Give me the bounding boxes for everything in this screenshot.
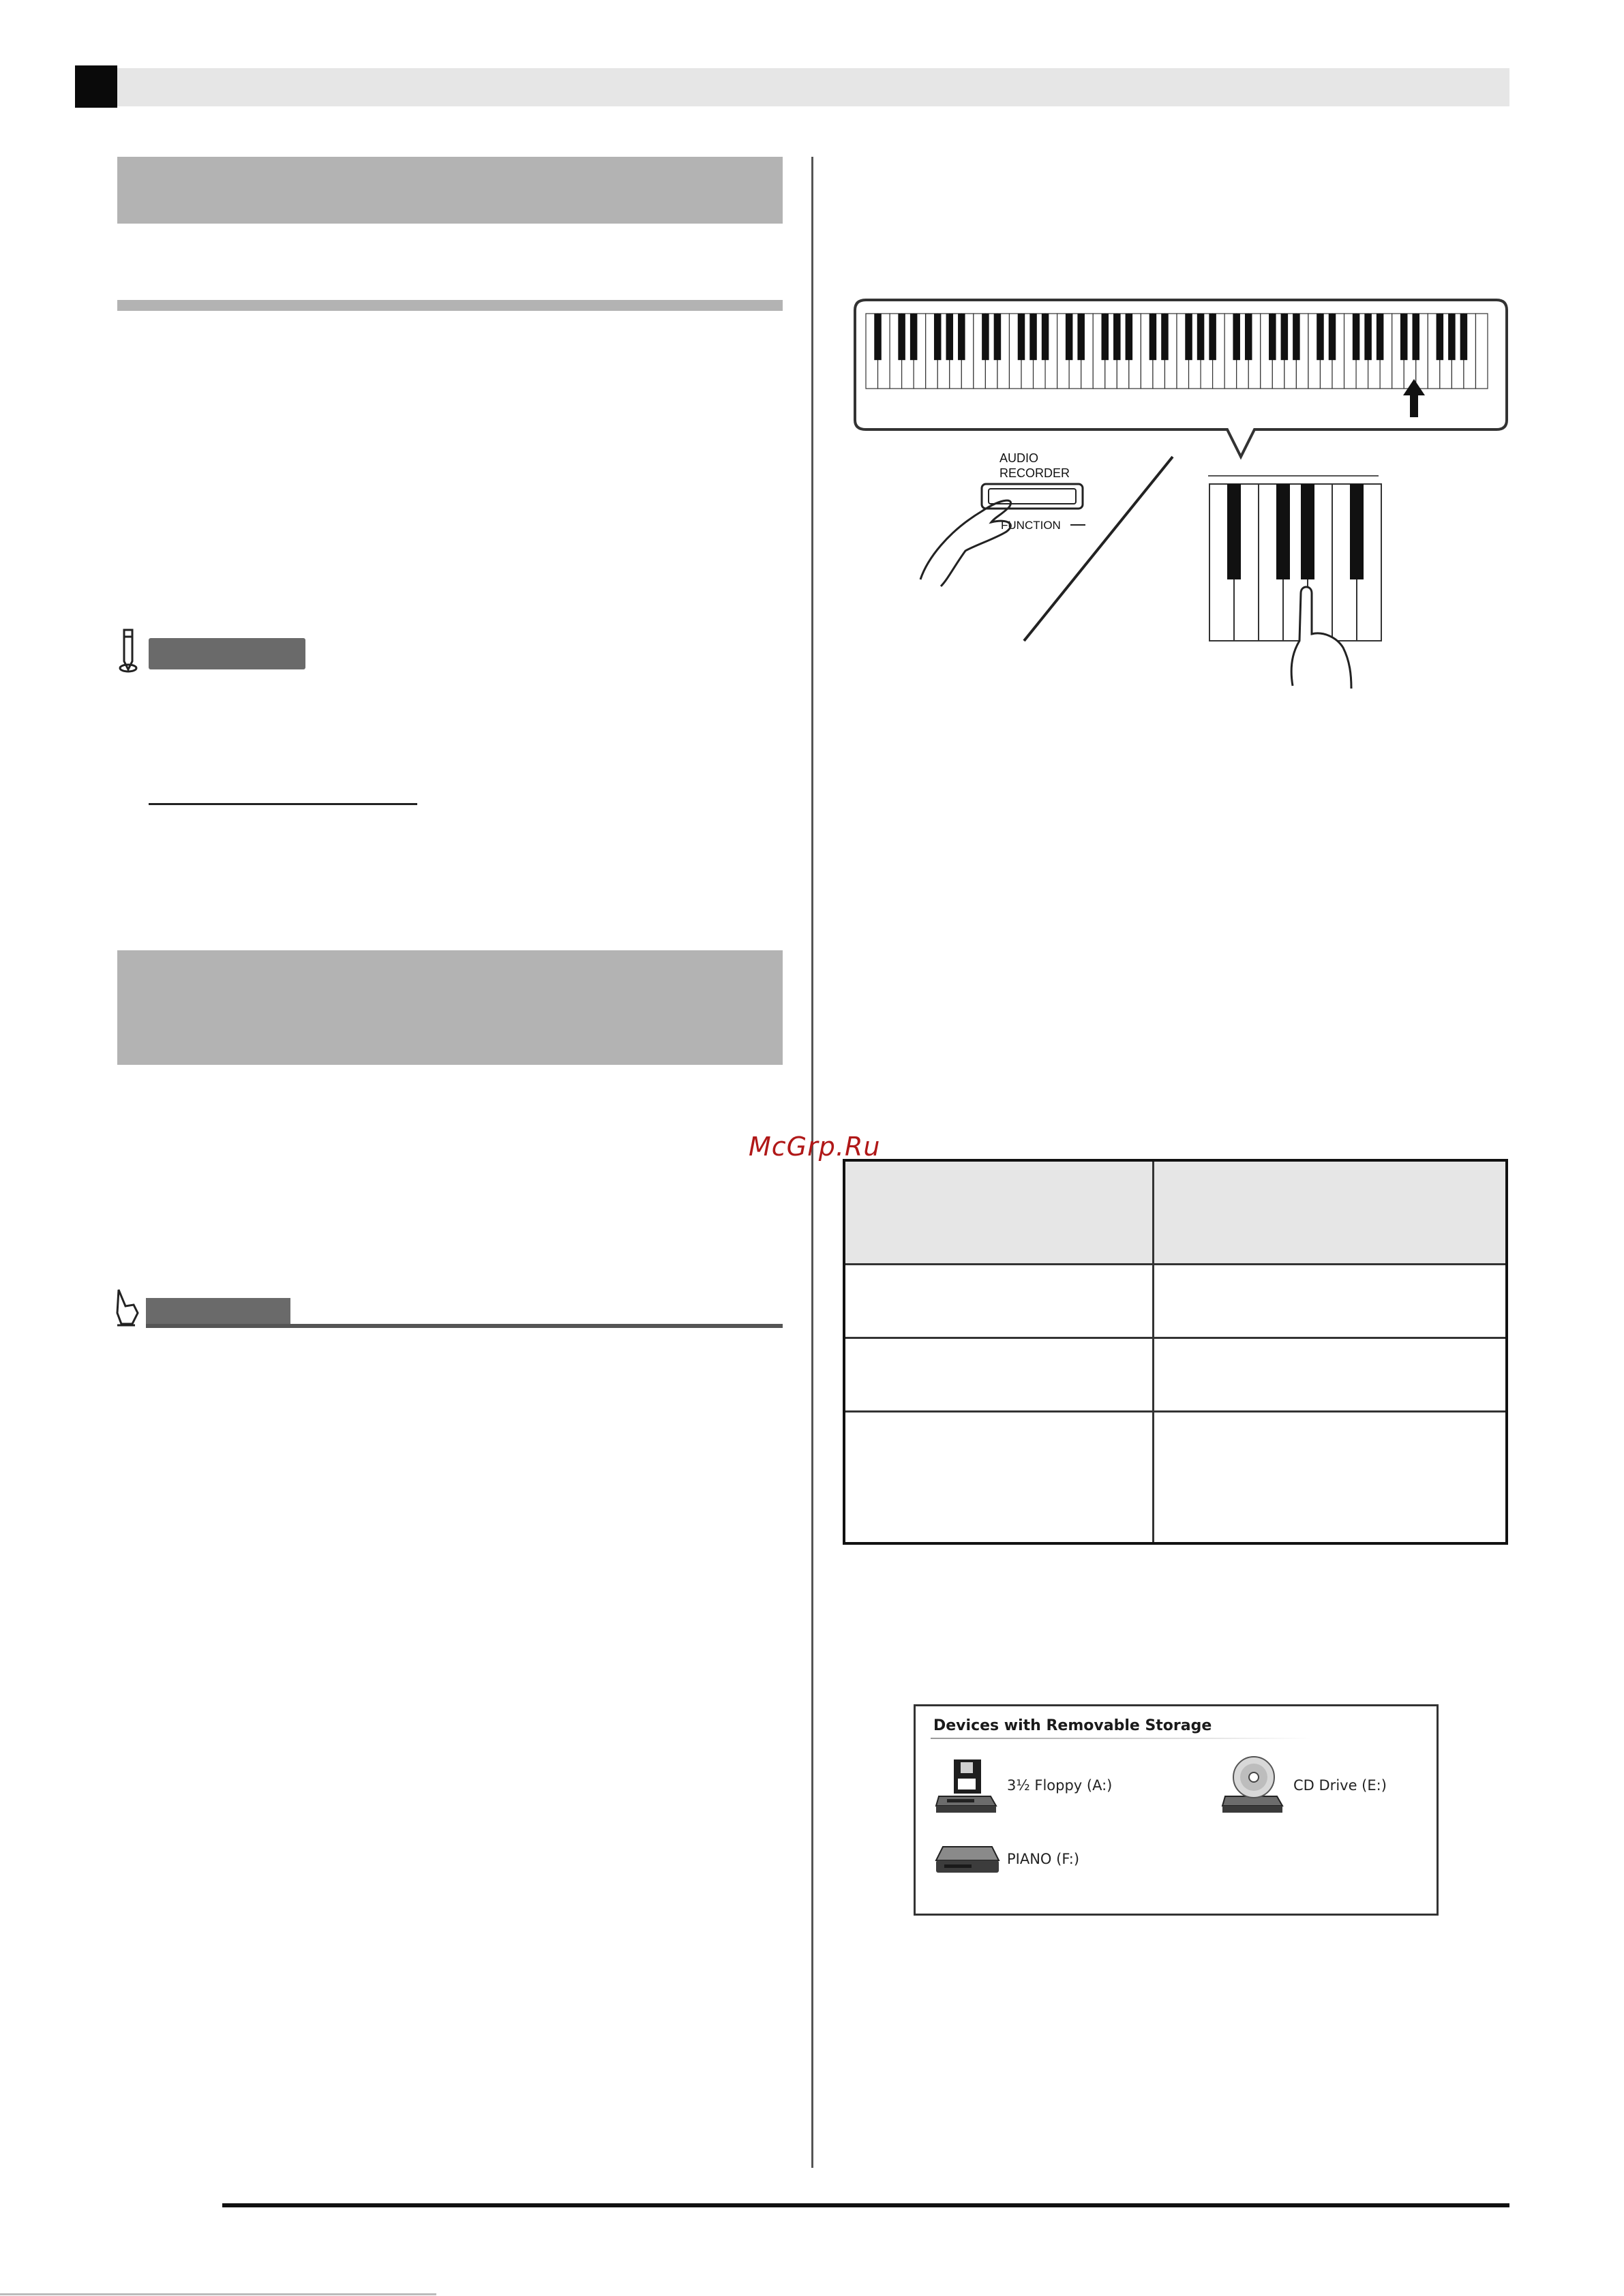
zoom-black-key	[1227, 484, 1241, 579]
black-key	[910, 314, 918, 360]
black-key	[1126, 314, 1133, 360]
audio-recorder-button[interactable]	[982, 484, 1083, 509]
black-key	[1448, 314, 1456, 360]
button-label-recorder: RECORDER	[999, 466, 1070, 480]
black-key	[1377, 314, 1384, 360]
header-page-marker	[75, 65, 117, 108]
white-key	[1475, 314, 1488, 389]
info-table	[843, 1159, 1508, 1545]
table-row	[845, 1265, 1505, 1339]
black-key	[1149, 314, 1157, 360]
black-key	[1029, 314, 1037, 360]
black-key	[1329, 314, 1336, 360]
table-row	[845, 1339, 1505, 1413]
black-key	[1161, 314, 1169, 360]
black-key	[982, 314, 989, 360]
pointing-hand-icon	[112, 1286, 143, 1328]
floppy-drive-icon[interactable]	[933, 1757, 999, 1815]
black-key	[1293, 314, 1300, 360]
black-key	[1317, 314, 1324, 360]
table-header-row	[845, 1162, 1505, 1265]
black-key	[1233, 314, 1240, 360]
black-key	[1077, 314, 1085, 360]
black-key	[1460, 314, 1468, 360]
table-row	[845, 1413, 1505, 1542]
black-key	[934, 314, 942, 360]
black-key	[898, 314, 905, 360]
note-label-tab	[149, 638, 305, 669]
black-key	[958, 314, 965, 360]
reference-underline	[149, 803, 417, 805]
heading-rule	[931, 1738, 1312, 1739]
cd-drive-icon[interactable]	[1220, 1754, 1285, 1815]
black-key	[1209, 314, 1216, 360]
column-divider	[811, 157, 813, 2168]
black-key	[1102, 314, 1109, 360]
full-keyboard-keys	[866, 314, 1488, 389]
black-key	[1281, 314, 1289, 360]
black-key	[1066, 314, 1073, 360]
bottom-edge-line	[0, 2293, 436, 2295]
black-key	[1018, 314, 1025, 360]
function-label: FUNCTION	[1001, 519, 1061, 532]
cd-drive-label[interactable]: CD Drive (E:)	[1293, 1777, 1387, 1794]
zoom-black-key	[1301, 484, 1314, 579]
black-key	[1364, 314, 1372, 360]
black-key	[1042, 314, 1049, 360]
zoom-black-key	[1350, 484, 1364, 579]
black-key	[994, 314, 1002, 360]
black-key	[1197, 314, 1205, 360]
black-key	[1113, 314, 1121, 360]
removable-storage-heading: Devices with Removable Storage	[933, 1717, 1212, 1734]
floppy-drive-label[interactable]: 3½ Floppy (A:)	[1007, 1777, 1113, 1794]
subheading-rule	[117, 300, 783, 311]
black-key	[1269, 314, 1276, 360]
explorer-window	[914, 1704, 1439, 1916]
black-key	[946, 314, 954, 360]
important-label-tab	[146, 1298, 290, 1327]
footer-rule	[222, 2203, 1509, 2207]
section-heading-band	[117, 157, 783, 224]
important-rule	[146, 1324, 783, 1328]
black-key	[874, 314, 882, 360]
left-hand-icon	[920, 500, 1011, 586]
section-heading-band-2	[117, 950, 783, 1065]
pencil-icon	[115, 627, 142, 674]
table-column-divider	[1152, 1162, 1154, 1542]
black-key	[1400, 314, 1408, 360]
watermark: McGrp.Ru	[749, 1132, 881, 1162]
black-key	[1353, 314, 1360, 360]
zoomed-keys	[1209, 484, 1381, 641]
black-key	[1437, 314, 1444, 360]
header-bar	[117, 68, 1509, 106]
black-key	[1185, 314, 1192, 360]
zoom-black-key	[1276, 484, 1290, 579]
black-key	[1413, 314, 1420, 360]
piano-drive-label[interactable]: PIANO (F:)	[1007, 1851, 1080, 1867]
keyboard-illustration	[845, 293, 1510, 702]
black-key	[1245, 314, 1252, 360]
removable-drive-icon[interactable]	[933, 1840, 1002, 1881]
button-label-audio: AUDIO	[999, 451, 1039, 465]
